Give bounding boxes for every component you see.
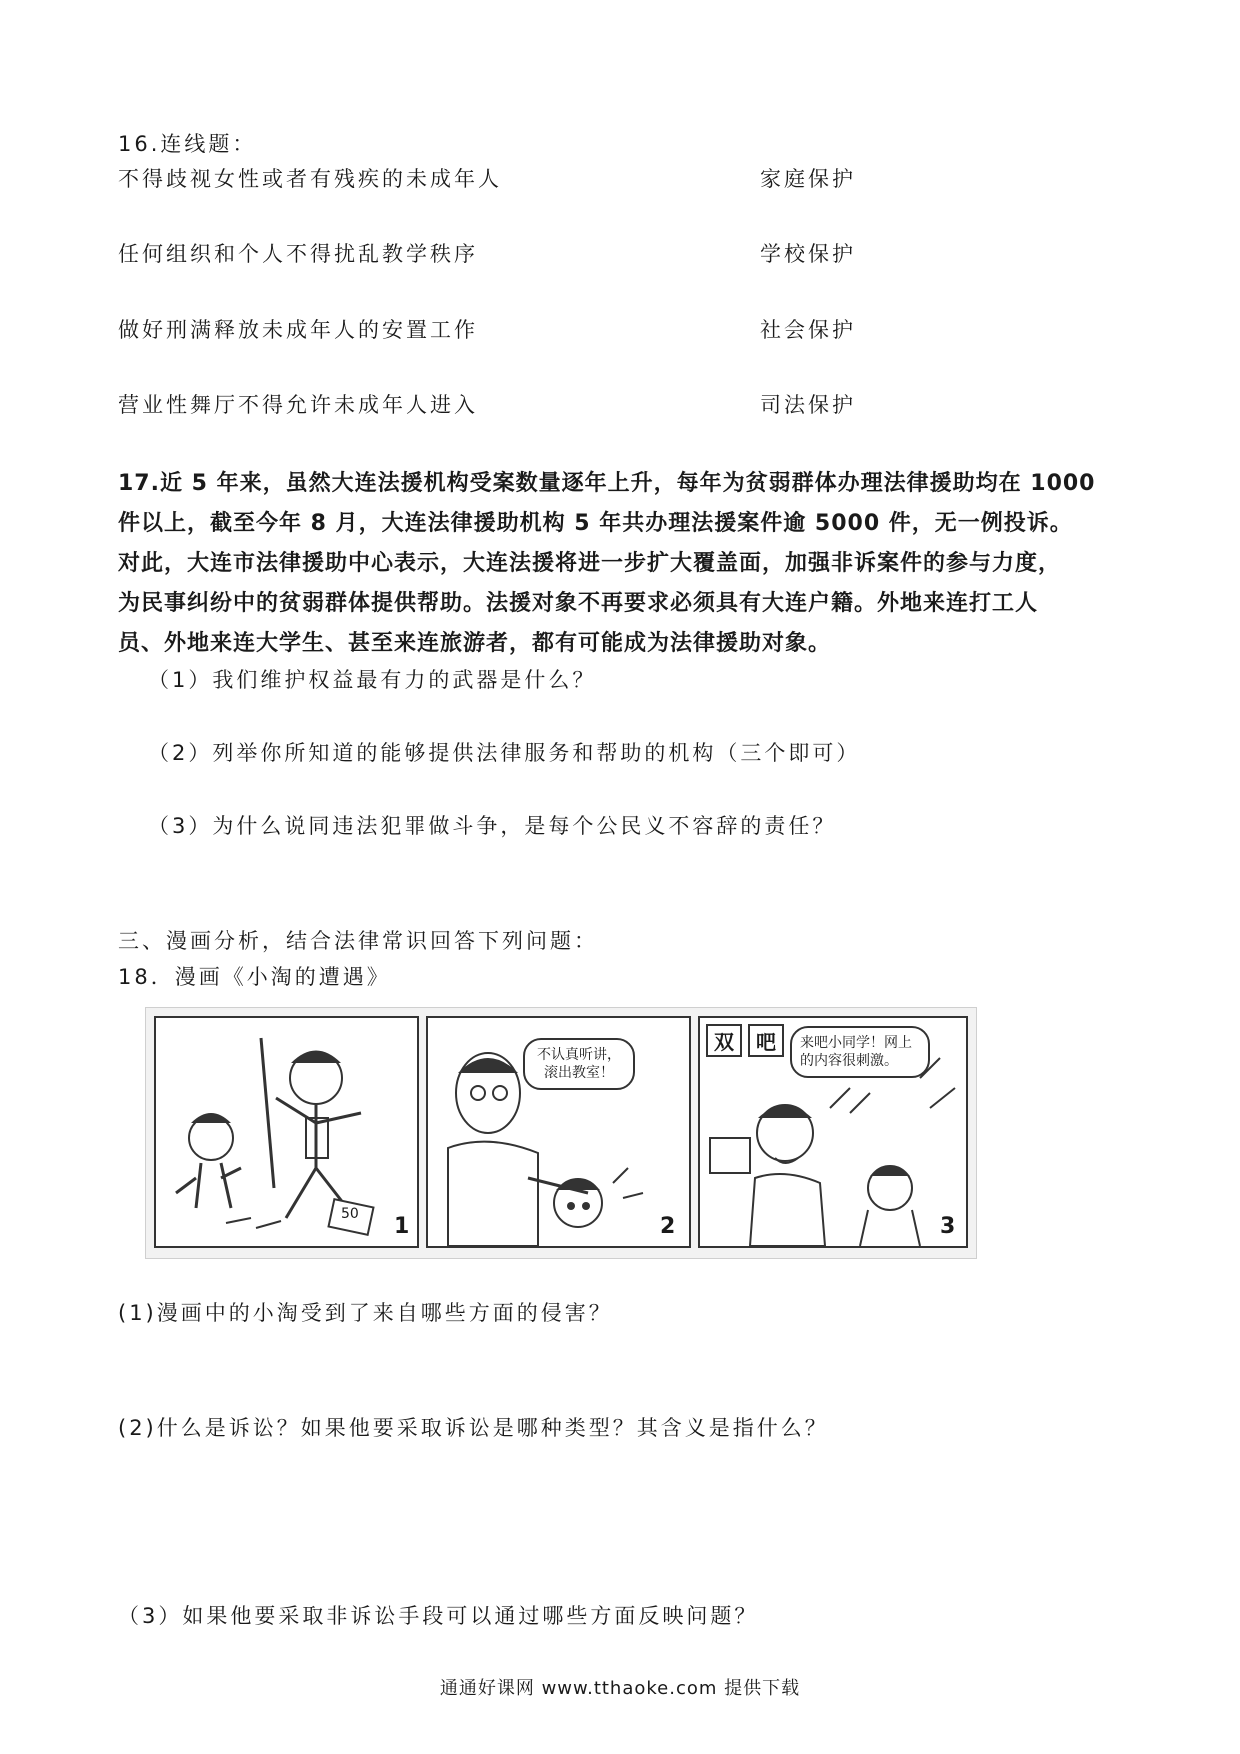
comic-panel-2	[426, 1016, 691, 1248]
comic-paper-mark: 50	[341, 1206, 359, 1222]
q16-right-item-1: 家庭保护	[760, 167, 856, 191]
section3-heading: 三、漫画分析，结合法律常识回答下列问题：	[118, 929, 598, 953]
q16-left-item-2: 任何组织和个人不得扰乱教学秩序	[118, 242, 478, 266]
q16-right-item-2: 学校保护	[760, 242, 856, 266]
comic-panel-3	[698, 1016, 968, 1248]
comic-panel-3-number: 3	[940, 1214, 956, 1239]
comic-panel-2-number: 2	[660, 1214, 676, 1239]
q18-question-2: (2)什么是诉讼？如果他要采取诉讼是哪种类型？其含义是指什么？	[118, 1416, 829, 1440]
q17-line-4: 为民事纠纷中的贫弱群体提供帮助。法援对象不再要求必须具有大连户籍。外地来连打工人	[118, 591, 1039, 616]
comic-panel-1-drawing	[156, 1018, 417, 1246]
comic-panel-1-number: 1	[394, 1214, 410, 1239]
comic-sign-char-2: 吧	[748, 1024, 784, 1057]
q17-line-1: 17.近 5 年来，虽然大连法援机构受案数量逐年上升，每年为贫弱群体办理法律援助均在 1000	[118, 471, 1096, 496]
q18-question-1: (1)漫画中的小淘受到了来自哪些方面的侵害？	[118, 1301, 613, 1325]
comic-panel-1	[154, 1016, 419, 1248]
q17-question-2: （2）列举你所知道的能够提供法律服务和帮助的机构（三个即可）	[148, 741, 861, 765]
q17-line-2: 件以上，截至今年 8 月，大连法律援助机构 5 年共办理法援案件逾 5000 件，无一例投诉。	[118, 511, 1073, 536]
q17-question-1: （1）我们维护权益最有力的武器是什么？	[148, 668, 597, 692]
q17-line-5: 员、外地来连大学生、甚至来连旅游者，都有可能成为法律援助对象。	[118, 631, 832, 656]
q18-title: 18．漫画《小淘的遭遇》	[118, 965, 391, 989]
q16-title: 16.连线题：	[118, 132, 257, 156]
q18-question-3: （3）如果他要采取非诉讼手段可以通过哪些方面反映问题？	[118, 1604, 759, 1628]
comic-speech-bubble-teacher: 不认真听讲，滚出教室！	[523, 1038, 635, 1090]
q17-question-3: （3）为什么说同违法犯罪做斗争，是每个公民义不容辞的责任？	[148, 814, 837, 838]
comic-sign-char-1: 双	[706, 1024, 742, 1057]
q16-right-item-4: 司法保护	[760, 393, 856, 417]
q16-left-item-3: 做好刑满释放未成年人的安置工作	[118, 318, 478, 342]
comic-strip	[145, 1007, 977, 1259]
q16-right-item-3: 社会保护	[760, 318, 856, 342]
q16-left-item-4: 营业性舞厅不得允许未成年人进入	[118, 393, 478, 417]
page-footer: 通通好课网 www.tthaoke.com 提供下载	[439, 1678, 801, 1699]
q16-left-item-1: 不得歧视女性或者有残疾的未成年人	[118, 167, 502, 191]
comic-speech-bubble-owner: 来吧小同学！网上的内容很刺激。	[790, 1026, 930, 1078]
q17-line-3: 对此，大连市法律援助中心表示，大连法援将进一步扩大覆盖面，加强非诉案件的参与力度，	[118, 551, 1062, 576]
